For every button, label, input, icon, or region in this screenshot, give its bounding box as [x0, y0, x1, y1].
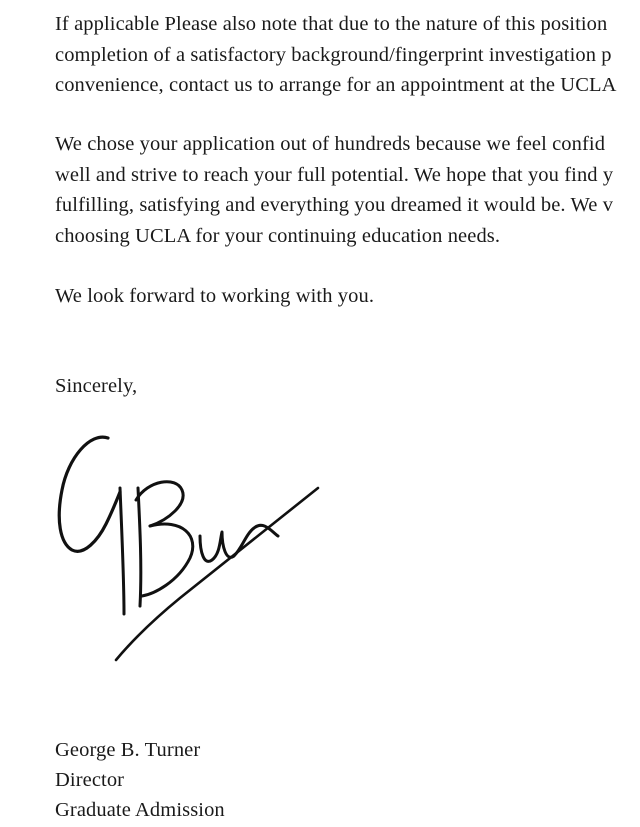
signer-name: George B. Turner: [55, 739, 201, 761]
paragraph-1-line-3: convenience, contact us to arrange for an appointment at the UCLA: [55, 74, 617, 96]
signature-graphic: [50, 428, 330, 668]
paragraph-2-line-4: choosing UCLA for your continuing education needs.: [55, 225, 501, 247]
closing: Sincerely,: [55, 375, 138, 397]
signer-department: Graduate Admission: [55, 799, 225, 821]
signature-strokes: [59, 437, 318, 660]
paragraph-1-line-2: completion of a satisfactory background/fingerprint investigation p: [55, 44, 612, 66]
paragraph-2-line-2: well and strive to reach your full potential. We hope that you find y: [55, 164, 614, 186]
paragraph-2-line-3: fulfilling, satisfying and everything you dreamed it would be. We v: [55, 194, 614, 216]
paragraph-2-line-1: We chose your application out of hundreds because we feel confid: [55, 133, 606, 155]
paragraph-3: We look forward to working with you.: [55, 285, 375, 307]
paragraph-1-line-1: If applicable Please also note that due to the nature of this position: [55, 13, 608, 35]
signer-title: Director: [55, 769, 125, 791]
